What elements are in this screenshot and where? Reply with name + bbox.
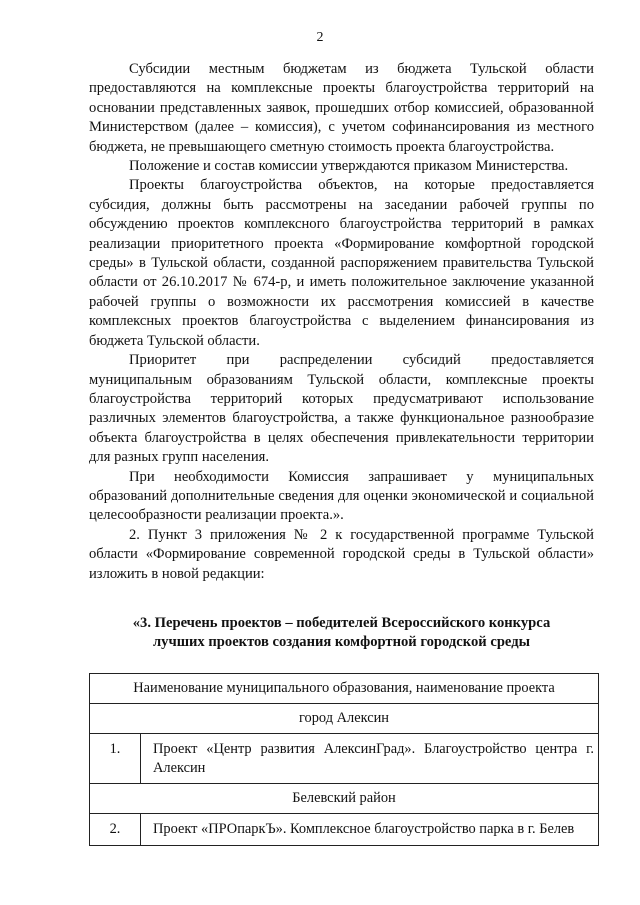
- paragraph-priority: Приоритет при распределении субсидий предоставляется муниципальным образованиям Тульской области, комплексные проекты благоустройства территорий которых предусматривают использование различных элементов благоустройства, а также функциональное разнообразие объекта благоустройства в целях обеспечения привлекательности территории для разных групп населения.: [89, 352, 594, 466]
- projects-table: [89, 673, 599, 846]
- group-aleksin: город Алексин: [90, 704, 599, 734]
- paragraph-amendment: 2. Пункт 3 приложения № 2 к государственной программе Тульской области «Формирование современной городской среды в Тульской области» изложить в новой редакции:: [89, 526, 594, 582]
- row-number: 2.: [90, 814, 141, 846]
- row-number: 1.: [90, 734, 141, 784]
- paragraph-additional-info: При необходимости Комиссия запрашивает у муниципальных образований дополнительные сведения для оценки экономической и социальной целесообразности реализации проекта.».: [89, 468, 594, 524]
- table-header-cell: Наименование муниципального образования, наименование проекта: [90, 674, 599, 704]
- page-number: 2: [316, 30, 324, 45]
- table-row: [90, 734, 599, 784]
- paragraph-subsidies: Субсидии местным бюджетам из бюджета Тульской области предоставляются на комплексные проекты благоустройства территорий на основании представленных заявок, прошедших отбор комиссией, образованной Министерством (далее – комиссия), с учетом софинансирования из местного бюджета, не превышающего сметную стоимость проекта благоустройства.: [89, 61, 594, 155]
- table-group-row: [90, 704, 599, 734]
- project-name: Проект «ПРОпаркЪ». Комплексное благоустройство парка в г. Белев: [141, 814, 599, 846]
- table-header-row: [90, 674, 599, 704]
- table-row: [90, 814, 599, 846]
- section-heading-line-2: лучших проектов создания комфортной городской среды: [152, 634, 530, 651]
- table-group-row: [90, 784, 599, 814]
- section-heading: [89, 614, 594, 653]
- group-belev: Белевский район: [90, 784, 599, 814]
- document-body: [89, 60, 594, 653]
- section-heading-line-1: «3. Перечень проектов – победителей Всероссийского конкурса: [132, 614, 551, 631]
- paragraph-projects-review: Проекты благоустройства объектов, на которые предоставляется субсидия, должны быть рассмотрены на заседании рабочей группы по обсуждению проектов комплексного благоустройства территорий в рамках реализации приоритетного проекта «Формирование комфортной городской среды» в Тульской области, созданной распоряжением правительства Тульской области от 26.10.2017 № 674-р, и иметь положительное заключение указанной рабочей группы о возможности их рассмотрения комиссией в качестве комплексных проектов благоустройства с выделением финансирования из бюджета Тульской области.: [89, 177, 594, 349]
- project-name: Проект «Центр развития АлексинГрад». Благоустройство центра г. Алексин: [141, 734, 599, 784]
- paragraph-commission: Положение и состав комиссии утверждаются приказом Министерства.: [129, 158, 569, 175]
